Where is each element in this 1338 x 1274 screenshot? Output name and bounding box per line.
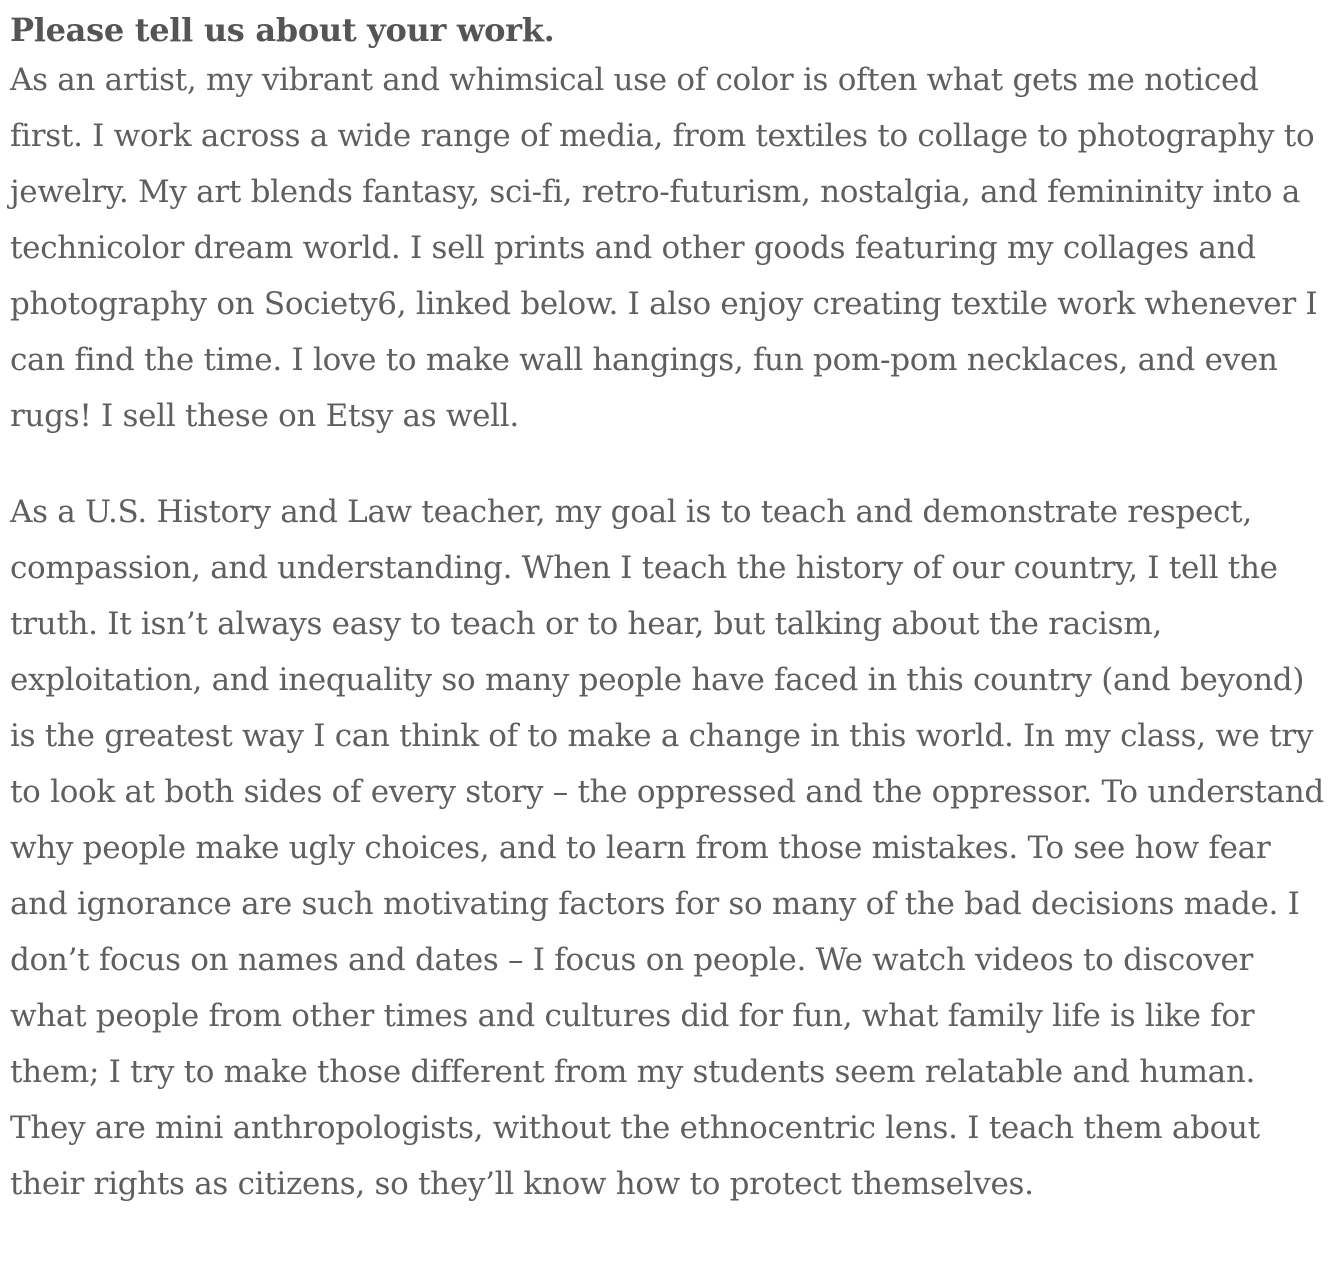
answer-paragraph-artist: As an artist, my vibrant and whimsical use of color is often what gets me noticed first. I work across a wide range of media, from textiles to collage to photography to jewelry. My art blends fantasy, sci-fi, retro-futurism, nostalgia, and femininity into a technicolor dream world. I sell prints and other goods featuring my collages and photography on Society6, linked below. I also enjoy creating textile work whenever I can find the time. I love to make wall hangings, fun pom-pom necklaces, and even rugs! I sell these on Etsy as well.	[10, 62, 1318, 434]
question-heading: Please tell us about your work.	[10, 11, 555, 49]
answer-paragraph-teacher: As a U.S. History and Law teacher, my goal is to teach and demonstrate respect, compassion, and understanding. When I teach the history of our country, I tell the truth. It isn’t always easy to teach or to hear, but talking about the racism, exploitation, and inequality so many people have faced in this country (and beyond) is the greatest way I can think of to make a change in this world. In my class, we try to look at both sides of every story – the oppressed and the oppressor. To understand why people make ugly choices, and to learn from those mistakes. To see how fear and ignorance are such motivating factors for so many of the bad decisions made. I don’t focus on names and dates – I focus on people. We watch videos to discover what people from other times and cultures did for fun, what family life is like for them; I try to make those different from my students seem relatable and human. They are mini anthropologists, without the ethnocentric lens. I teach them about their rights as citizens, so they’ll know how to protect themselves.	[10, 494, 1324, 1202]
